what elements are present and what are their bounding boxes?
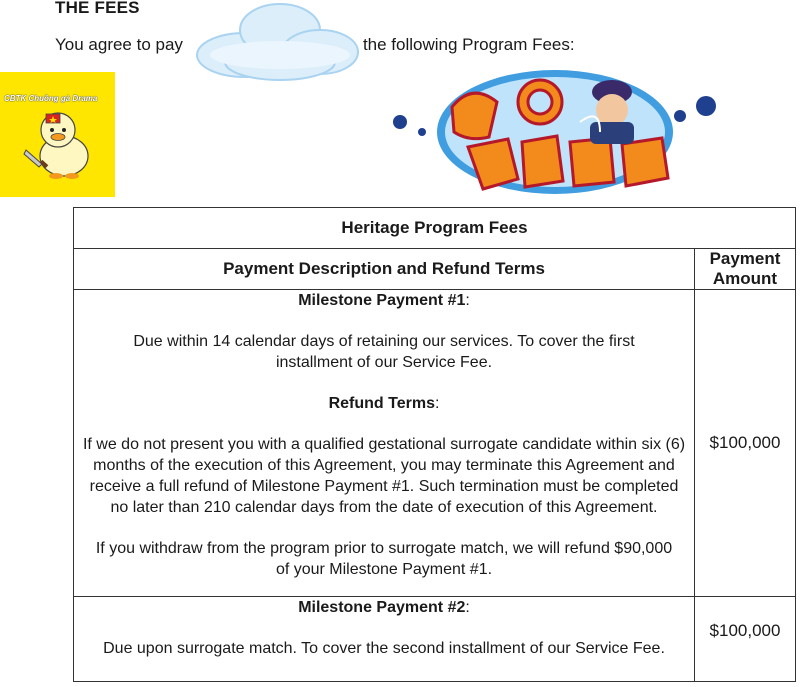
row-description [74, 290, 695, 597]
amount-header-line2: Amount [712, 269, 778, 288]
due-text: Due upon surrogate match. To cover the second installment of our Service Fee. [103, 640, 665, 657]
intro-text-after: the following Program Fees: [362, 35, 575, 54]
watermark-badge [0, 72, 115, 197]
character-figure [590, 80, 634, 144]
duck-with-knife-icon [18, 106, 96, 180]
payment-amount: $100,000 [695, 290, 796, 597]
amount-header-line1: Payment [709, 249, 781, 268]
milestone-label: Milestone Payment #1: [298, 292, 470, 309]
intro-text-before: You agree to pay [55, 35, 183, 54]
section-heading: THE FEES [55, 0, 140, 17]
milestone-label: Milestone Payment #2: [298, 599, 470, 616]
payment-amount: $100,000 [695, 597, 796, 682]
refund-paragraph-1: If we do not present you with a qualified gestational surrogate candidate within six (6) months of the execution of this Agreement, you may terminate this Agreement and receive a full refund of Milestone Payment #1. Such termination must be completed no later than 210 calendar days from the date of execution of this Agreement. [82, 436, 686, 516]
column-header-description: Payment Description and Refund Terms [74, 249, 695, 290]
refund-terms-label: Refund Terms: [328, 395, 440, 412]
table-row [74, 290, 796, 597]
column-header-amount [695, 249, 796, 290]
refund-paragraph-2: If you withdraw from the program prior to surrogate match, we will refund $90,000 of your Milestone Payment #1. [95, 540, 673, 578]
cloud-icon [185, 0, 365, 85]
table-title: Heritage Program Fees [74, 208, 796, 249]
variety-show-logo-icon [390, 62, 720, 202]
table-row [74, 597, 796, 682]
badge-text: CBTK Chuồng gà Drama [4, 94, 98, 103]
fees-table [73, 207, 796, 682]
row-description [74, 597, 695, 682]
due-text: Due within 14 calendar days of retaining our services. To cover the first installment of our Service Fee. [133, 333, 635, 371]
